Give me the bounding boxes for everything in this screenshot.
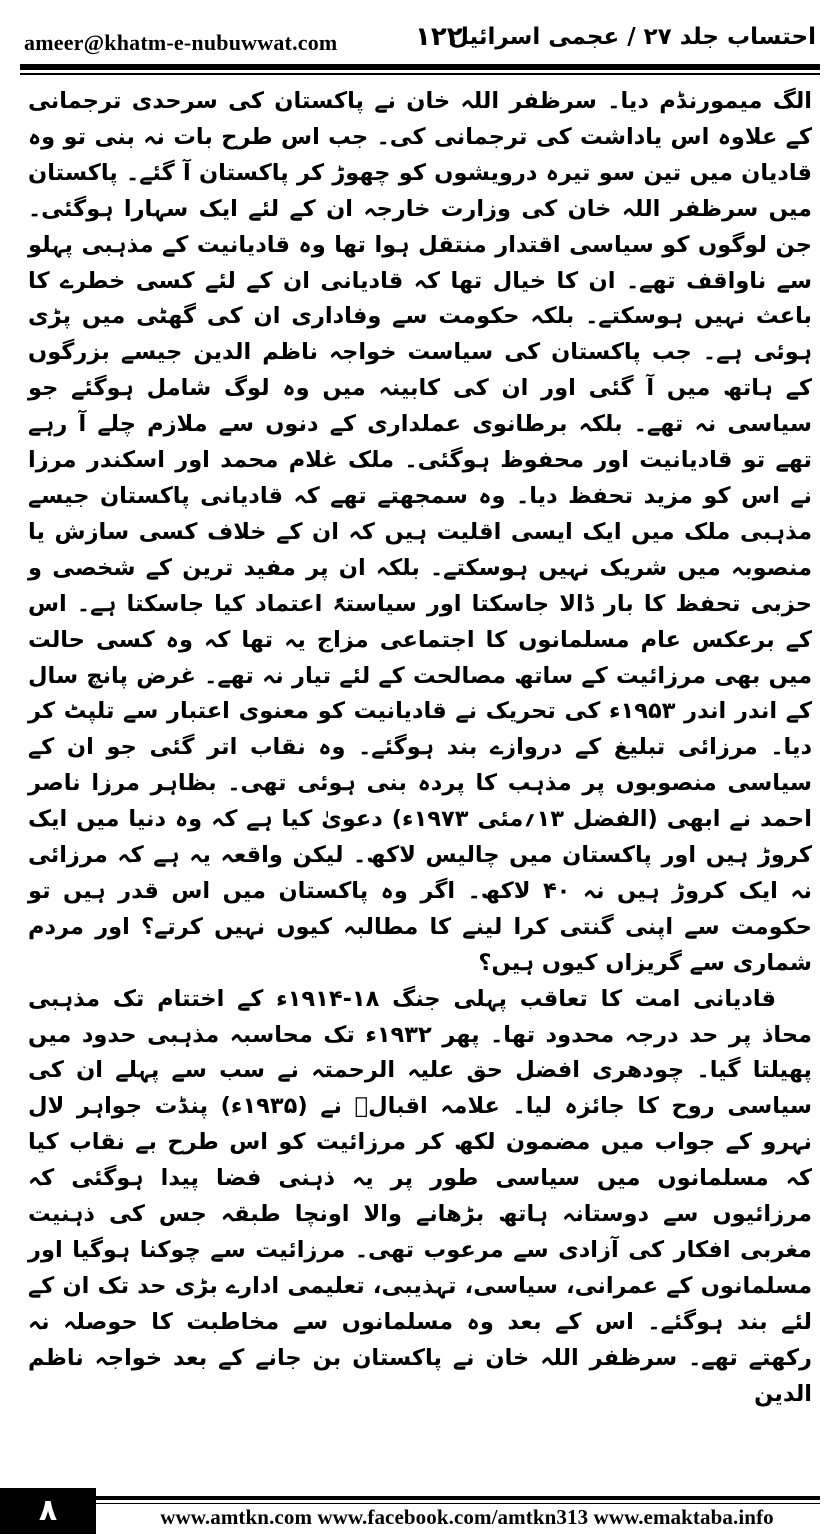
footer-rule-thin xyxy=(96,1503,820,1504)
footer-links: www.amtkn.com www.facebook.com/amtkn313 www.emaktaba.info xyxy=(160,1505,774,1529)
body-text xyxy=(28,84,812,1472)
header-book-title: احتساب جلد ۲۷ / عجمی اسرائیل xyxy=(448,24,816,50)
header-rule-thick xyxy=(20,64,820,70)
paragraph-1: الگ میمورنڈم دیا۔ سرظفر اللہ خان نے پاکستان کی سرحدی ترجمانی کے علاوہ اس یاداشت کی ترجمانی کی۔ جب اس طرح بات نہ بنی تو وہ قادیان میں تین سو تیرہ درویشوں کو چھوڑ کر پاکستان آ گئے۔ پاکستان میں سرظفر اللہ خان کی وزارت خارجہ ان کے لئے ایک سہارا ہوگئی۔ جن لوگوں کو سیاسی اقتدار منتقل ہوا تھا وہ قادیانیت کے مذہبی پہلو سے ناواقف تھے۔ ان کا خیال تھا کہ قادیانی ان کے لئے کسی خطرے کا باعث نہیں ہوسکتے۔ بلکہ حکومت سے وفاداری ان کی گھٹی میں پڑی ہوئی ہے۔ جب پاکستان کی سیاست خواجہ ناظم الدین جیسے بزرگوں کے ہاتھ میں آ گئی اور ان کی کابینہ میں وہ لوگ شامل ہوگئے جو سیاسی نہ تھے۔ بلکہ برطانوی عملداری کے دنوں سے ملازم چلے آ رہے تھے تو قادیانیت اور محفوظ ہوگئی۔ ملک غلام محمد اور اسکندر مرزا نے اس کو مزید تحفظ دیا۔ وہ سمجھتے تھے کہ قادیانی پاکستان جیسے مذہبی ملک میں ایک ایسی اقلیت ہیں کہ ان کے خلاف کسی سازش یا منصوبہ میں شریک نہیں ہوسکتے۔ بلکہ ان پر مفید ترین کے شخصی و حزبی تحفظ کا بار ڈالا جاسکتا اور سیاستہً اعتماد کیا جاسکتا ہے۔ اس کے برعکس عام مسلمانوں کا اجتماعی مزاج یہ تھا کہ وہ کسی حالت میں بھی مرزائیت کے ساتھ مصالحت کے لئے تیار نہ تھے۔ غرض پانچ سال کے اندر اندر ۱۹۵۳ء کی تحریک نے قادیانیت کو معنوی اعتبار سے تلپٹ کر دیا۔ مرزائی تبلیغ کے دروازے بند ہوگئے۔ وہ نقاب اتر گئی جو ان کے سیاسی منصوبوں پر مذہب کا پردہ بنی ہوئی تھی۔ بظاہر مرزا ناصر احمد نے ابھی (الفضل ۱۳؍مئی ۱۹۷۳ء) دعویٰ کیا ہے کہ وہ دنیا میں ایک کروڑ ہیں اور پاکستان میں چالیس لاکھ۔ لیکن واقعہ یہ ہے کہ مرزائی نہ ایک کروڑ ہیں نہ ۴۰ لاکھ۔ اگر وہ پاکستان میں اس قدر ہیں تو حکومت سے اپنی گنتی کرا لینے کا مطالبہ کیوں نہیں کرتے؟ اور مردم شماری سے گریزاں کیوں ہیں؟ xyxy=(28,88,813,976)
footer-page-marker: ۸ xyxy=(0,1488,96,1534)
header-page-number: ۱۲۲ xyxy=(415,22,463,52)
page-header xyxy=(20,18,820,66)
paragraph-2: قادیانی امت کا تعاقب پہلی جنگ ۱۸-۱۹۱۴ء کے اختتام تک مذہبی محاذ پر حد درجہ محدود تھا۔ پھر ۱۹۳۲ء تک محاسبہ مذہبی حدود میں پھیلتا گیا۔ چودھری افضل حق علیہ الرحمتہ نے سب سے پہلے ان کی سیاسی روح کا جائزہ لیا۔ علامہ اقبالؒ نے (۱۹۳۵ء) پنڈت جواہر لال نہرو کے جواب میں مضمون لکھ کر مرزائیت کو اس طرح بے نقاب کیا کہ مسلمانوں میں سیاسی طور پر یہ ذہنی فضا پیدا ہوگئی کہ مرزائیوں سے دوستانہ ہاتھ بڑھانے والا اونچا طبقہ جس کی ذہنیت مغربی افکار کی آزادی سے مرعوب تھی۔ مرزائیت سے چوکنا ہوگیا اور مسلمانوں کے عمرانی، سیاسی، تہذیبی، تعلیمی ادارے بڑی حد تک ان کے لئے بند ہوگئے۔ اس کے بعد وہ مسلمانوں سے مخاطبت کا حوصلہ نہ رکھتے تھے۔ سرظفر اللہ خان نے پاکستان بن جانے کے بعد خواجہ ناظم الدین xyxy=(28,985,812,1407)
page-footer xyxy=(0,1486,840,1540)
header-email: ameer@khatm-e-nubuwwat.com xyxy=(24,30,338,55)
header-rule-thin xyxy=(20,73,820,75)
footer-rule-thick xyxy=(96,1496,820,1500)
